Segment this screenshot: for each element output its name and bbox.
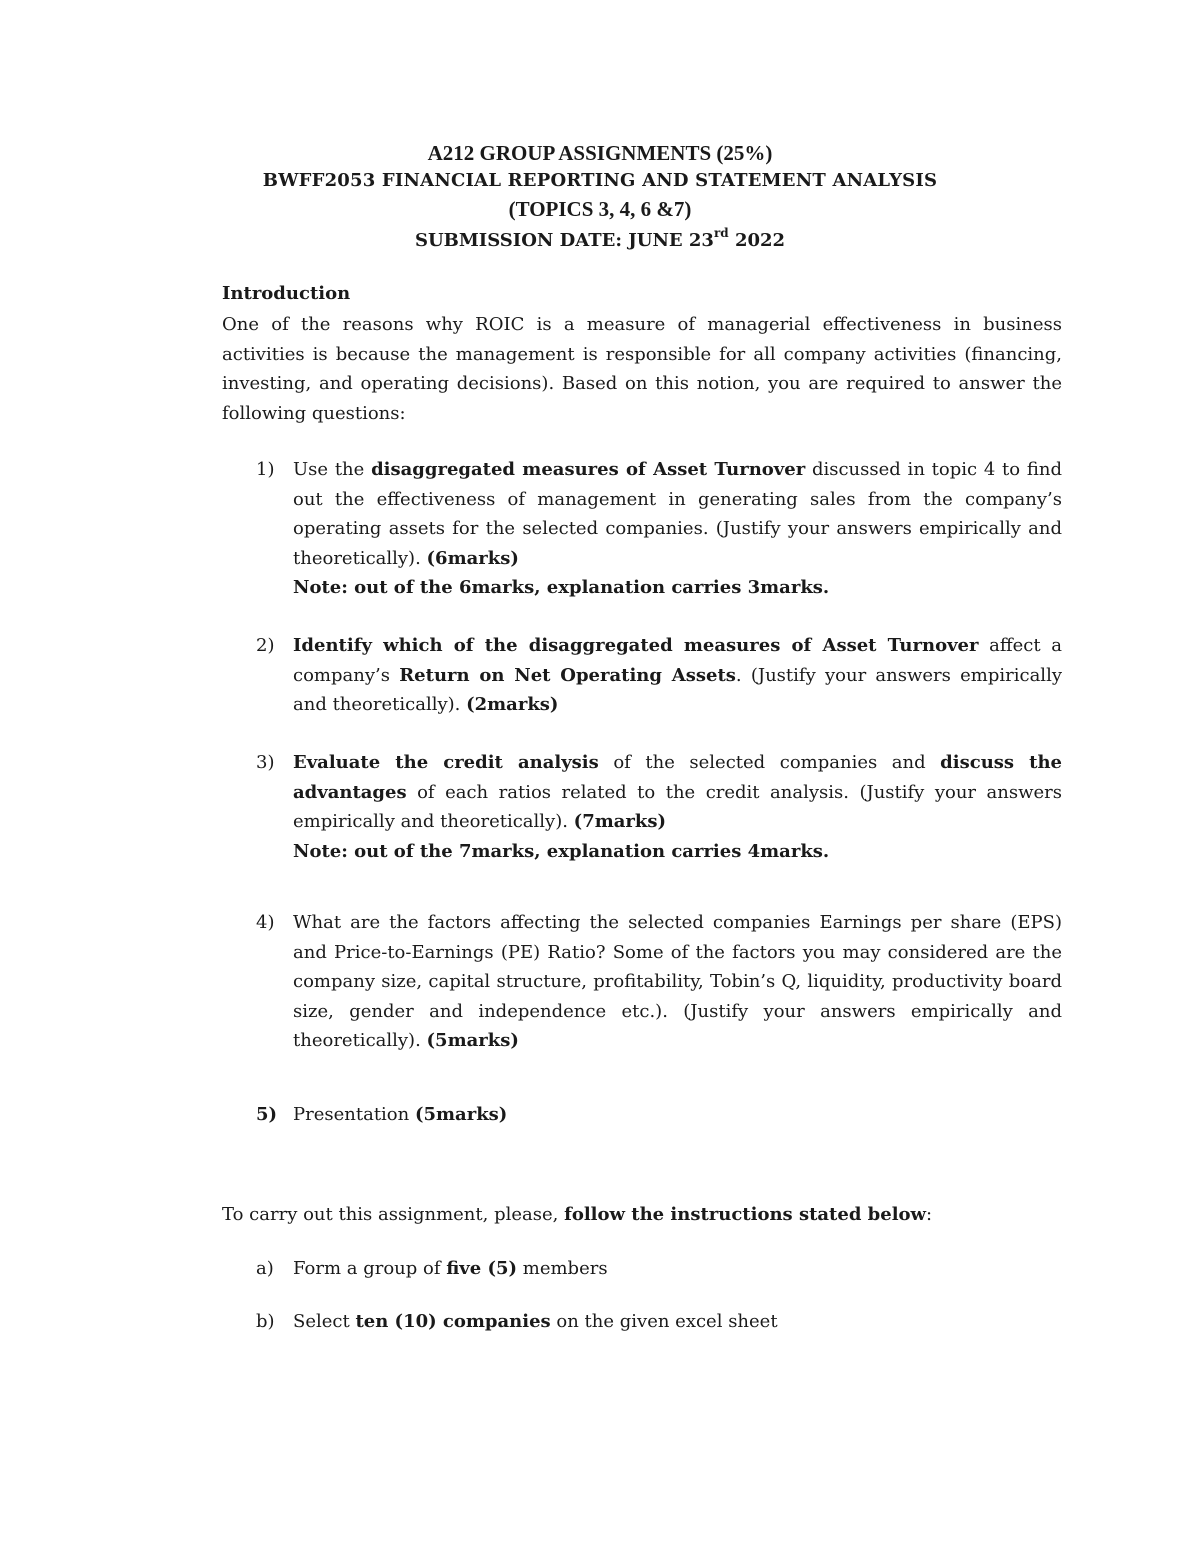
bold-run: ten (10) companies: [355, 1311, 551, 1332]
text-run: :: [926, 1204, 933, 1225]
question-text: [293, 1100, 1062, 1130]
instruction-item-a: [256, 1258, 608, 1279]
submission-date-year: 2022: [728, 230, 786, 251]
submission-date: [0, 228, 1200, 251]
item-marker: b): [256, 1311, 275, 1332]
text-run: on the given excel sheet: [550, 1311, 778, 1332]
question-number: 3): [256, 752, 275, 773]
assignment-title: A212 GROUP ASSIGNMENTS (25%): [427, 141, 773, 165]
text-run: of the selected companies and: [598, 752, 941, 773]
item-marker: a): [256, 1258, 274, 1279]
question-text: [293, 748, 1062, 837]
bold-run: Return on Net Operating Assets: [399, 664, 736, 686]
submission-date-ordinal: rd: [713, 226, 729, 240]
introduction-heading: Introduction: [222, 283, 351, 304]
marks-label: (2marks): [466, 694, 559, 715]
bold-run: Identify which of the disaggregated measures of Asset Turnover: [293, 635, 979, 656]
instruction-item-b: [256, 1311, 778, 1332]
question-number: 2): [256, 635, 275, 656]
text-run: To carry out this assignment, please,: [222, 1204, 565, 1225]
question-number: 5): [256, 1104, 278, 1125]
question-4: [256, 908, 1062, 1056]
bold-run: discuss the advantages: [293, 752, 1062, 803]
topics-line: (TOPICS 3, 4, 6 &7): [508, 197, 692, 221]
text-run: of each ratios related to the credit analysis. (Justify your answers empirically and theoretically).: [293, 781, 1062, 832]
text-run: Presentation: [293, 1104, 415, 1125]
question-1: [256, 455, 1062, 603]
text-run: members: [517, 1258, 608, 1279]
question-5: [256, 1100, 1062, 1130]
marks-label: (7marks): [573, 811, 667, 832]
question-text: [293, 908, 1062, 1056]
question-note: Note: out of the 6marks, explanation carries 3marks.: [293, 577, 830, 598]
question-text: [293, 455, 1062, 573]
text-run: discussed in topic 4 to find out the effectiveness of management in generating sales from the company’s operating assets for the selected companies. (Justify your answers empirically and theoretically).: [293, 459, 1063, 569]
text-run: Use the: [293, 459, 372, 480]
text-run: What are the factors affecting the selected companies Earnings per share (EPS) and Price-to-Earnings (PE) Ratio? Some of the factors you may considered are the company size, capital structure, profitability, Tobin’s Q, liquidity, productivity board size, gender and independence etc.). (Justify your answers empirically and theoretically).: [293, 912, 1062, 1051]
question-number: 4): [256, 912, 275, 933]
text-run: . (Justify your answers empirically and theoretically).: [293, 664, 1062, 715]
bold-run: follow the instructions stated below: [564, 1204, 927, 1225]
marks-label: (5marks): [414, 1104, 508, 1125]
text-run: Form a group of: [293, 1258, 447, 1279]
submission-date-text: SUBMISSION DATE: JUNE 23: [414, 230, 714, 251]
instructions-lead: [222, 1204, 932, 1225]
text-run: affect a company’s: [293, 635, 1062, 686]
question-3: [256, 748, 1062, 866]
question-number: 1): [256, 459, 275, 480]
introduction-body: One of the reasons why ROIC is a measure of managerial effectiveness in business activities is because the management is responsible for all company activities (financing, investing, and operating decisions). Based on this notion, you are required to answer the following questions:: [222, 314, 1062, 424]
text-run: Select: [293, 1311, 356, 1332]
bold-run: disaggregated measures of Asset Turnover: [371, 459, 806, 480]
bold-run: Evaluate the credit analysis: [293, 752, 599, 773]
bold-run: five (5): [446, 1258, 518, 1279]
question-2: [256, 631, 1062, 720]
marks-label: (5marks): [426, 1030, 519, 1051]
marks-label: (6marks): [426, 547, 519, 569]
question-note: Note: out of the 7marks, explanation carries 4marks.: [293, 840, 830, 862]
question-text: [293, 631, 1062, 720]
course-title: BWFF2053 FINANCIAL REPORTING AND STATEMENT ANALYSIS: [262, 170, 938, 191]
